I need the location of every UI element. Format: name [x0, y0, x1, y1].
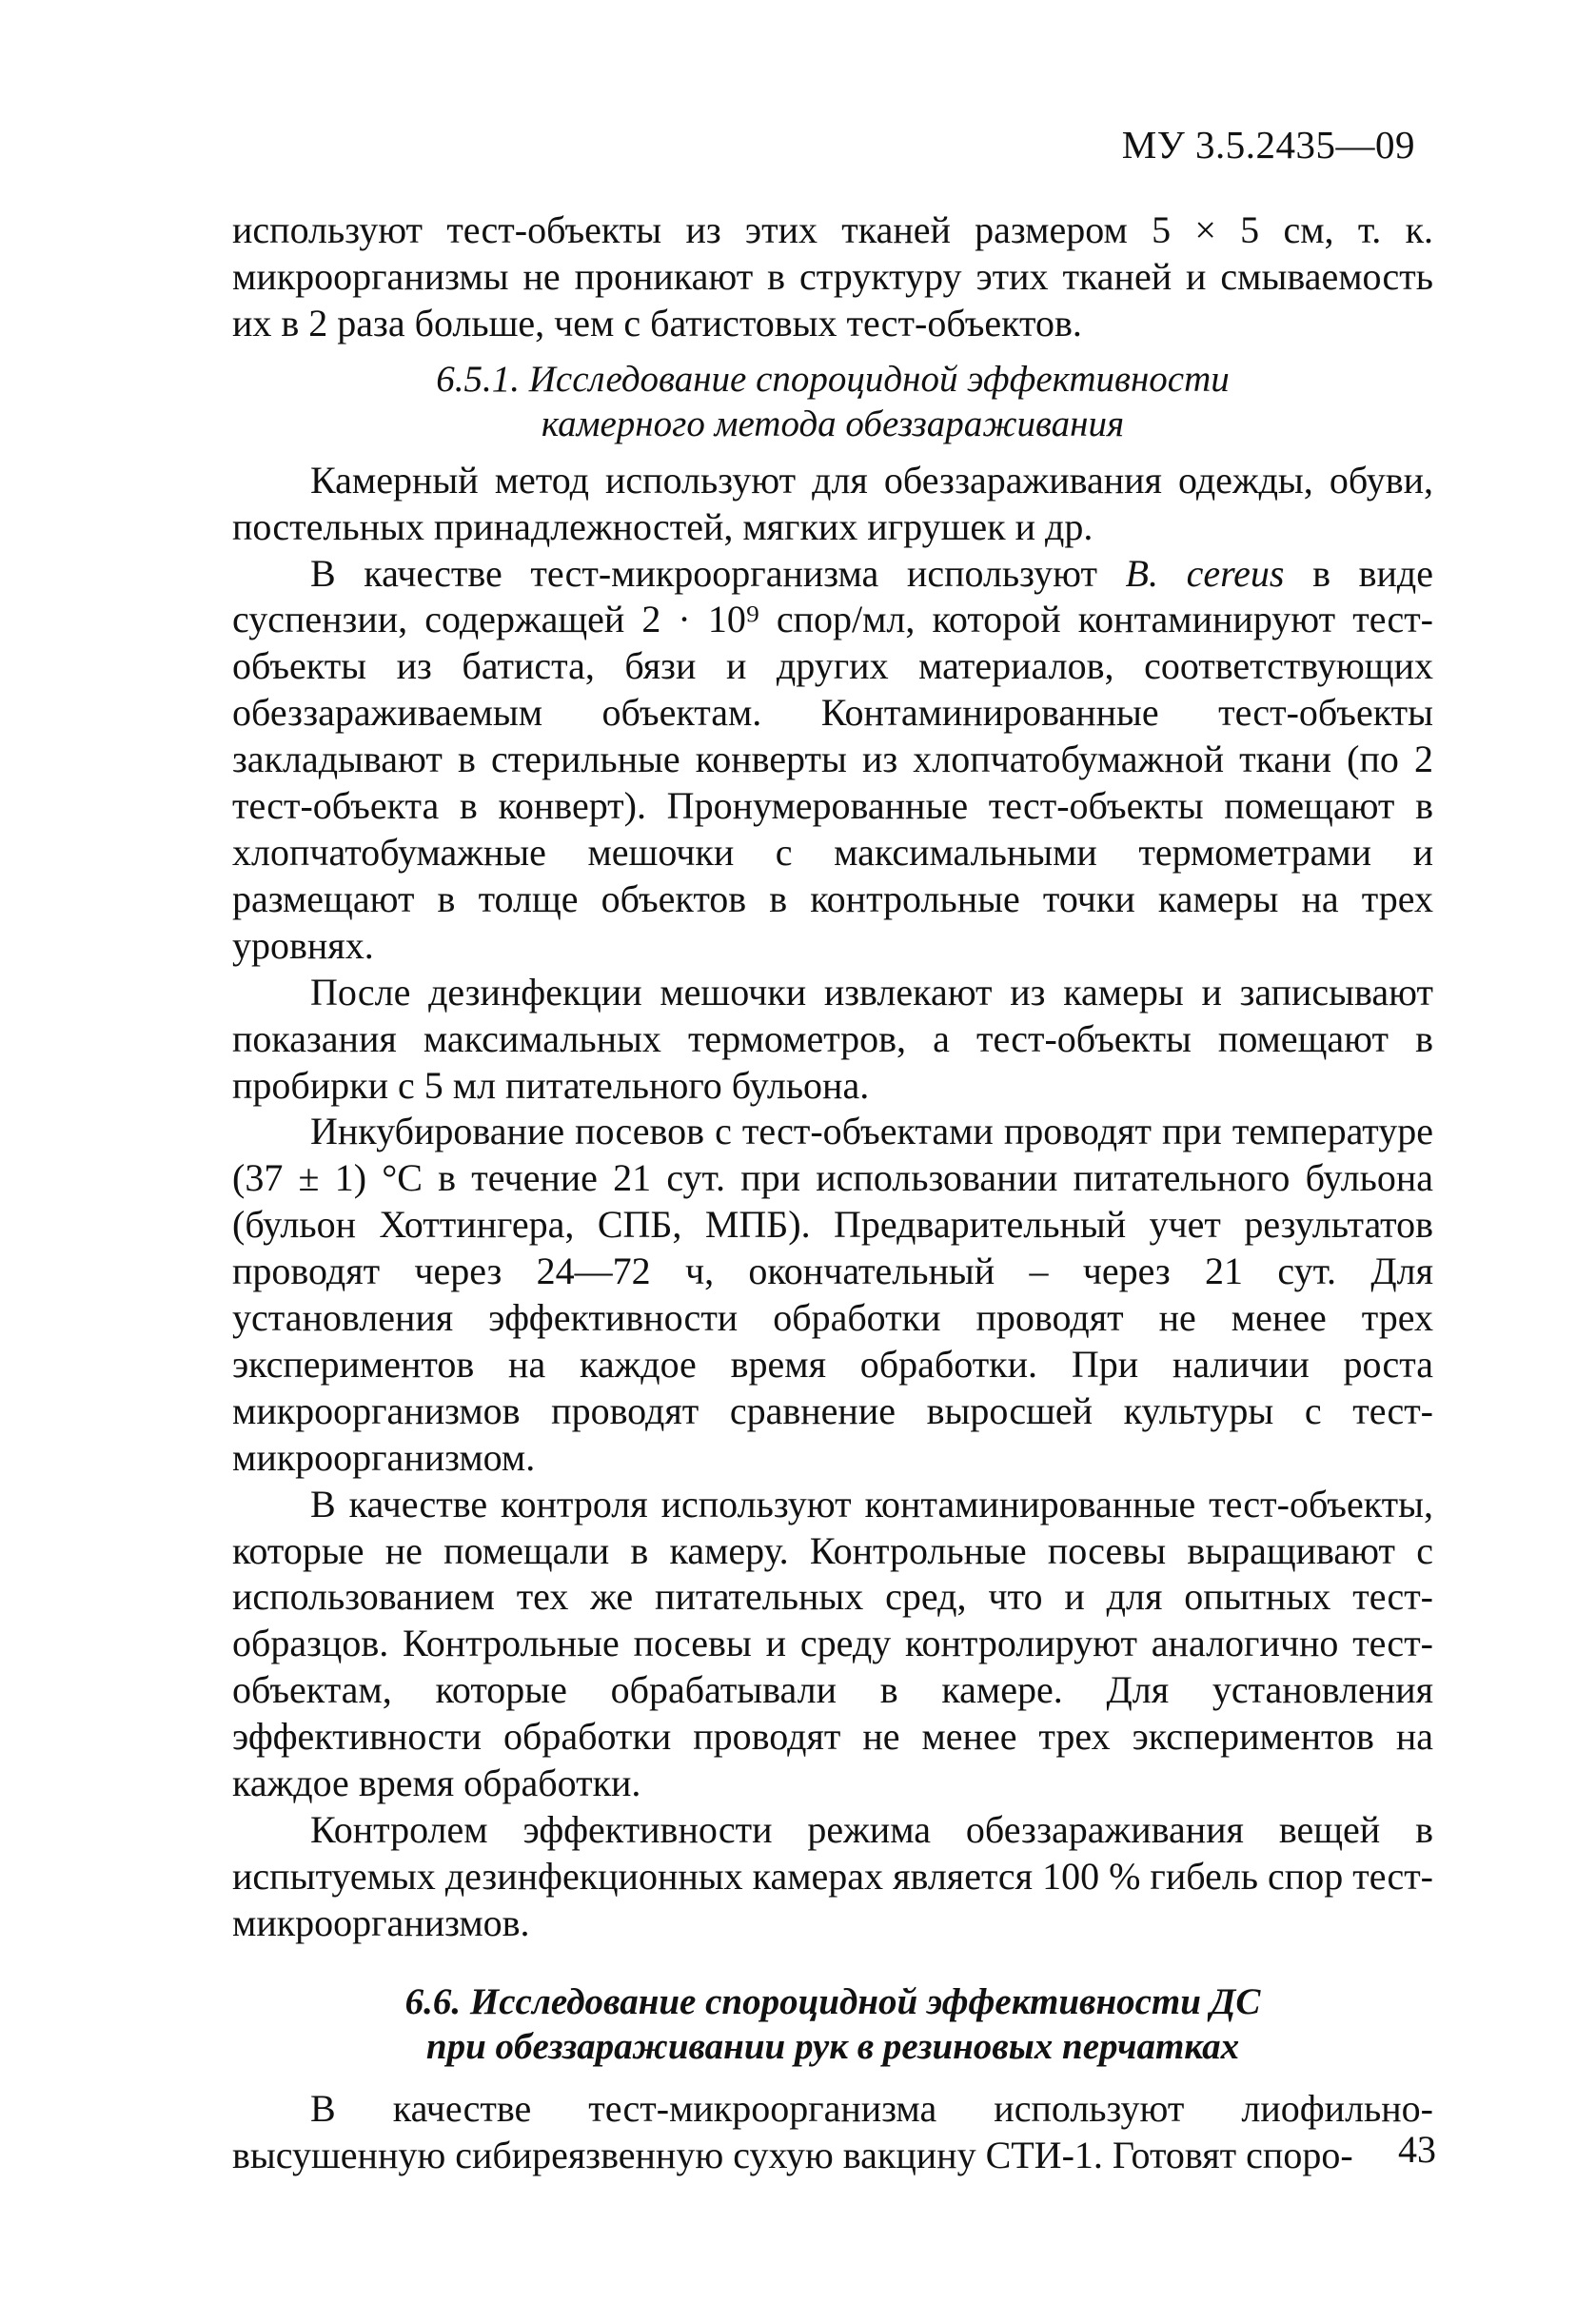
subsection-title-line-2: камерного метода обеззараживания [541, 403, 1125, 444]
intro-paragraph: используют тест-объекты из этих тканей размером 5 × 5 см, т. к. микроорганизмы не проникают в структуру этих тканей и смываемость их в 2 раза больше, чем с батистовых тест-объектов. [232, 208, 1433, 344]
paragraph-test-microorganism [232, 551, 1433, 970]
paragraph-efficiency-criterion: Контролем эффективности режима обеззараживания вещей в испытуемых дезинфекционных камерах является 100 % гибель спор тест-микроорганизмов. [232, 1808, 1433, 1944]
species-name: B. cereus [1125, 551, 1285, 595]
paragraph-after-disinfection: После дезинфекции мешочки извлекают из камеры и записывают показания максимальных термометров, а тест-объекты помещают в пробирки с 5 мл питательного бульона. [232, 970, 1433, 1107]
subsection-6-5-1-title [232, 357, 1433, 446]
section-title-line-2: при обеззараживании рук в резиновых перчатках [425, 2025, 1240, 2067]
text-column [232, 207, 1433, 2179]
paragraph-text-after-species: в виде суспензии, содержащей 2 · 10⁹ спор/мл, которой контаминируют тест-объекты из батиста, бязи и других материалов, соответствующих обеззараживаемым объектам. Контаминированные тест-объекты закладывают в стерильные конверты из хлопчатобумажной ткани (по 2 тест-объекта в конверт). Пронумерованные тест-объекты помещают в хлопчатобумажные мешочки с максимальными термометрами и размещают в толще объектов в контрольные точки камеры на трех уровнях. [232, 551, 1433, 967]
paragraph-vaccine: В качестве тест-микроорганизма используют лиофильно-высушенную сибиреязвенную сухую вакцину СТИ-1. Готовят споро- [232, 2086, 1433, 2176]
section-title-line-1: 6.6. Исследование спороцидной эффективности ДС [404, 1980, 1261, 2022]
document-code-header: МУ 3.5.2435—09 [1121, 123, 1415, 167]
subsection-title-line-1: 6.5.1. Исследование спороцидной эффективности [436, 358, 1230, 400]
paragraph-incubation: Инкубирование посевов с тест-объектами проводят при температуре (37 ± 1) °С в течение 21 сут. при использовании питательного бульона (бульон Хоттингера, СПБ, МПБ). Предварительный учет результатов проводят через 24—72 ч, окончательный – через 21 сут. Для установления эффективности обработки проводят не менее трех экспериментов на каждое время обработки. При наличии роста микроорганизмов проводят сравнение выросшей культуры с тест-микроорганизмом. [232, 1110, 1433, 1479]
section-6-6-title [232, 1979, 1433, 2069]
page-number: 43 [1398, 2128, 1436, 2171]
paragraph-text-before-species: В качестве тест-микроорганизма используют [310, 551, 1126, 595]
paragraph-control: В качестве контроля используют контаминированные тест-объекты, которые не помещали в камеру. Контрольные посевы выращивают с использованием тех же питательных сред, что и для опытных тест-образцов. Контрольные посевы и среду контролируют аналогично тест-объектам, которые обрабатывали в камере. Для установления эффективности обработки проводят не менее трех экспериментов на каждое время обработки. [232, 1482, 1433, 1805]
paragraph-chamber-method: Камерный метод используют для обеззараживания одежды, обуви, постельных принадлежностей, мягких игрушек и др. [232, 458, 1433, 548]
